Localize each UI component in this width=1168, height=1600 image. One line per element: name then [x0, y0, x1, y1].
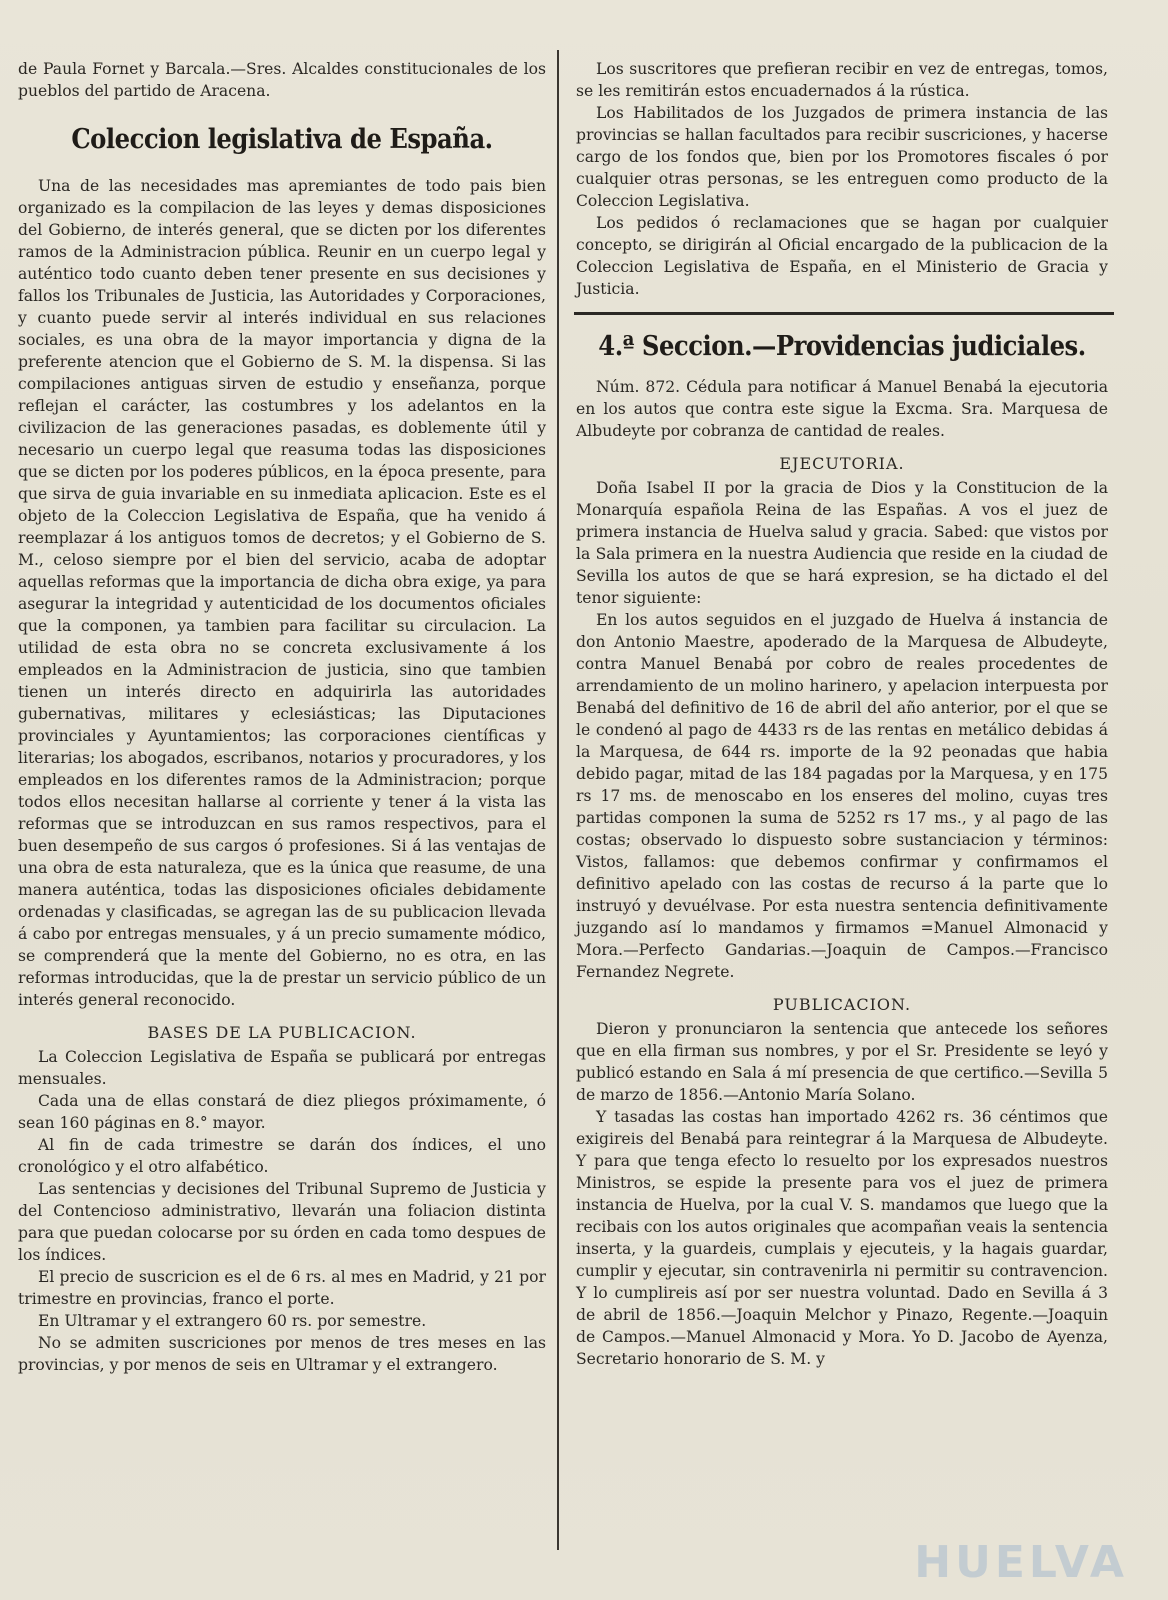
ejecutoria-paragraph: En los autos seguidos en el juzgado de Huelva á instancia de don Antonio Maestre, apoderado de la Marquesa de Albudeyte, contra Manuel Benabá por cobro de reales procedentes de arrendamiento de un molino harinero, y apelacion interpuesta por Benabá del definitivo de 16 de abril del año anterior, por el que se le condenó al pago de 4433 rs de las rentas en metálico debidas á la Marquesa, de 644 rs. importe de la 92 peonadas que habia debido pagar, mitad de las 184 pagadas por la Marquesa, y en 175 rs 17 ms. de menoscabo en los enseres del molino, cuyas tres partidas componen la suma de 5252 rs 17 ms., y al pago de las costas; observado lo dispuesto sobre sustanciacion y términos: Vistos, fallamos: que debemos confirmar y confirmamos el definitivo apelado con las costas de recurso á la parte que lo instruyó y devuélvase. Por esta nuestra sentencia definitivamente juzgando así lo mandamos y firmamos =Manuel Almonacid y Mora.—Perfecto Gandarias.—Joaquin de Campos.—Francisco Fernandez Negrete. — [576, 611, 1108, 981]
bases-item: En Ultramar y el extrangero 60 rs. por semestre. — [38, 1312, 427, 1330]
suscritores-paragraph: Los suscritores que prefieran recibir en vez de entregas, tomos, se les remitirán estos encuadernados á la rústica. — [576, 60, 1108, 100]
bases-item: Al fin de cada trimestre se darán dos índices, el uno cronológico y el otro alfabético. — [18, 1136, 546, 1176]
bases-item: Cada una de ellas constará de diez pliegos próximamente, ó sean 160 páginas en 8.° mayor. — [18, 1092, 546, 1132]
bases-item: La Coleccion Legislativa de España se publicará por entregas mensuales. — [18, 1048, 546, 1088]
section-title-providencias: 4.ª Seccion.—Providencias judiciales. — [598, 331, 1086, 362]
ejecutoria-title: EJECUTORIA. — [779, 454, 905, 473]
pedidos-paragraph: Los pedidos ó reclamaciones que se hagan por cualquier concepto, se dirigirán al Oficial encargado de la publicacion de la Coleccion Legislativa de España, en el Ministerio de Gracia y Justicia. — [576, 214, 1108, 298]
section-title-coleccion: Coleccion legislativa de España. — [71, 124, 493, 155]
column-divider — [557, 50, 559, 1550]
left-column — [18, 58, 546, 1376]
bases-item: Las sentencias y decisiones del Tribunal Supremo de Justicia y del Contencioso administrativo, llevarán una foliacion distinta para que puedan colocarse por su órden en cada tomo despues de los índices. — [18, 1180, 546, 1264]
cedula-paragraph: Núm. 872. Cédula para notificar á Manuel Benabá la ejecutoria en los autos que contra este sigue la Excma. Sra. Marquesa de Albudeyte por cobranza de cantidad de reales. — [576, 378, 1108, 440]
intro-text: de Paula Fornet y Barcala.—Sres. Alcaldes constitucionales de los pueblos del partido de Aracena. — [18, 60, 546, 100]
ejecutoria-paragraph: Doña Isabel II por la gracia de Dios y la Constitucion de la Monarquía española Reina de las Españas. A vos el juez de primera instancia de Huelva salud y gracia. Sabed: que vistos por la Sala primera en la nuestra Audiencia que reside en la ciudad de Sevilla los autos de que se hará expresion, se ha dictado el del tenor siguiente: — [576, 479, 1108, 607]
publicacion-paragraph: Dieron y pronunciaron la sentencia que antecede los señores que en ella firman sus nombres, y por el Sr. Presidente se leyó y publicó estando en Sala á mí presencia de que certifico.—Sevilla 5 de marzo de 1856.—Antonio María Solano. — [576, 1020, 1108, 1104]
bases-item: El precio de suscricion es el de 6 rs. al mes en Madrid, y 21 por trimestre en provincias, franco el porte. — [18, 1268, 546, 1308]
coleccion-paragraph: Una de las necesidades mas apremiantes de todo pais bien organizado es la compilacion de las leyes y demas disposiciones del Gobierno, de interés general, que se dicten por los diferentes ramos de la Administracion pública. Reunir en un cuerpo legal y auténtico todo cuanto deben tener presente en sus decisiones y fallos los Tribunales de Justicia, las Autoridades y Corporaciones, y cuanto puede servir al interés individual en sus relaciones sociales, es una obra de la mayor importancia y digna de la preferente atencion que el Gobierno de S. M. la dispensa. Si las compilaciones antiguas sirven de estudio y enseñanza, porque reflejan el carácter, las costumbres y los adelantos en la civilizacion de las generaciones pasadas, es doblemente útil y necesario un cuerpo legal que reasuma todas las disposiciones que se dicten por los poderes públicos, en la época presente, para que sirva de guia invariable en su inmediata aplicacion. Este es el objeto de la Coleccion Legislativa de España, que ha venido á reemplazar á los antiguos tomos de decretos; y el Gobierno de S. M., celoso siempre por el bien del servicio, acaba de adoptar aquellas reformas que la importancia de dicha obra exige, ya para asegurar la integridad y autenticidad de los documentos oficiales que la componen, ya tambien para facilitar su circulacion. La utilidad de esta obra no se concreta exclusivamente á los empleados en la Administracion de justicia, sino que tambien tienen un interés directo en adquirirla las autoridades gubernativas, militares y eclesiásticas; las Diputaciones provinciales y Ayuntamientos; las corporaciones científicas y literarias; los abogados, escribanos, notarios y procuradores, y los empleados en los diferentes ramos de la Administracion; porque todos ellos necesitan hallarse al corriente y tener á la vista las reformas que se introduzcan en sus ramos respectivos, para el buen desempeño de sus cargos ó profesiones. Si á las ventajas de una obra de esta naturaleza, que es la única que reasume, de una manera auténtica, todas las disposiciones oficiales debidamente ordenadas y clasificadas, se agregan las de su publicacion llevada á cabo por entregas mensuales, y á un precio sumamente módico, se comprenderá que la mente del Gobierno, no es otra, en las reformas introducidas, que la de prestar un servicio público de un interés general reconocido. — [18, 177, 546, 1009]
publicacion-title: PUBLICACION. — [772, 995, 912, 1014]
bases-title: BASES DE LA PUBLICACION. — [147, 1023, 417, 1042]
habilitados-paragraph: Los Habilitados de los Juzgados de primera instancia de las provincias se hallan facultados para recibir suscriciones, y hacerse cargo de los fondos que, bien por los Promotores fiscales ó por cualquier otras personas, se les entreguen como producto de la Coleccion Legislativa. — [576, 104, 1108, 210]
right-column — [576, 58, 1108, 1370]
watermark-logo: HUELVA — [914, 1537, 1128, 1588]
section-divider — [574, 312, 1114, 315]
publicacion-paragraph: Y tasadas las costas han importado 4262 rs. 36 céntimos que exigireis del Benabá para reintegrar á la Marquesa de Albudeyte. Y para que tenga efecto lo resuelto por los expresados nuestros Ministros, se espide la presente para vos el juez de primera instancia de Huelva, por la cual V. S. mandamos que luego que la recibais con los autos originales que acompañan veais la sentencia inserta, y la guardeis, cumplais y ejecuteis, y la hagais guardar, cumplir y ejecutar, sin contravenirla ni permitir su contravencion. Y lo cumplireis así por ser nuestra voluntad. Dado en Sevilla á 3 de abril de 1856.—Joaquin Melchor y Pinazo, Regente.—Joaquin de Campos.—Manuel Almonacid y Mora. Yo D. Jacobo de Ayenza, Secretario honorario de S. M. y — [576, 1108, 1108, 1368]
bases-item: No se admiten suscriciones por menos de tres meses en las provincias, y por menos de seis en Ultramar y el extrangero. — [18, 1334, 546, 1374]
